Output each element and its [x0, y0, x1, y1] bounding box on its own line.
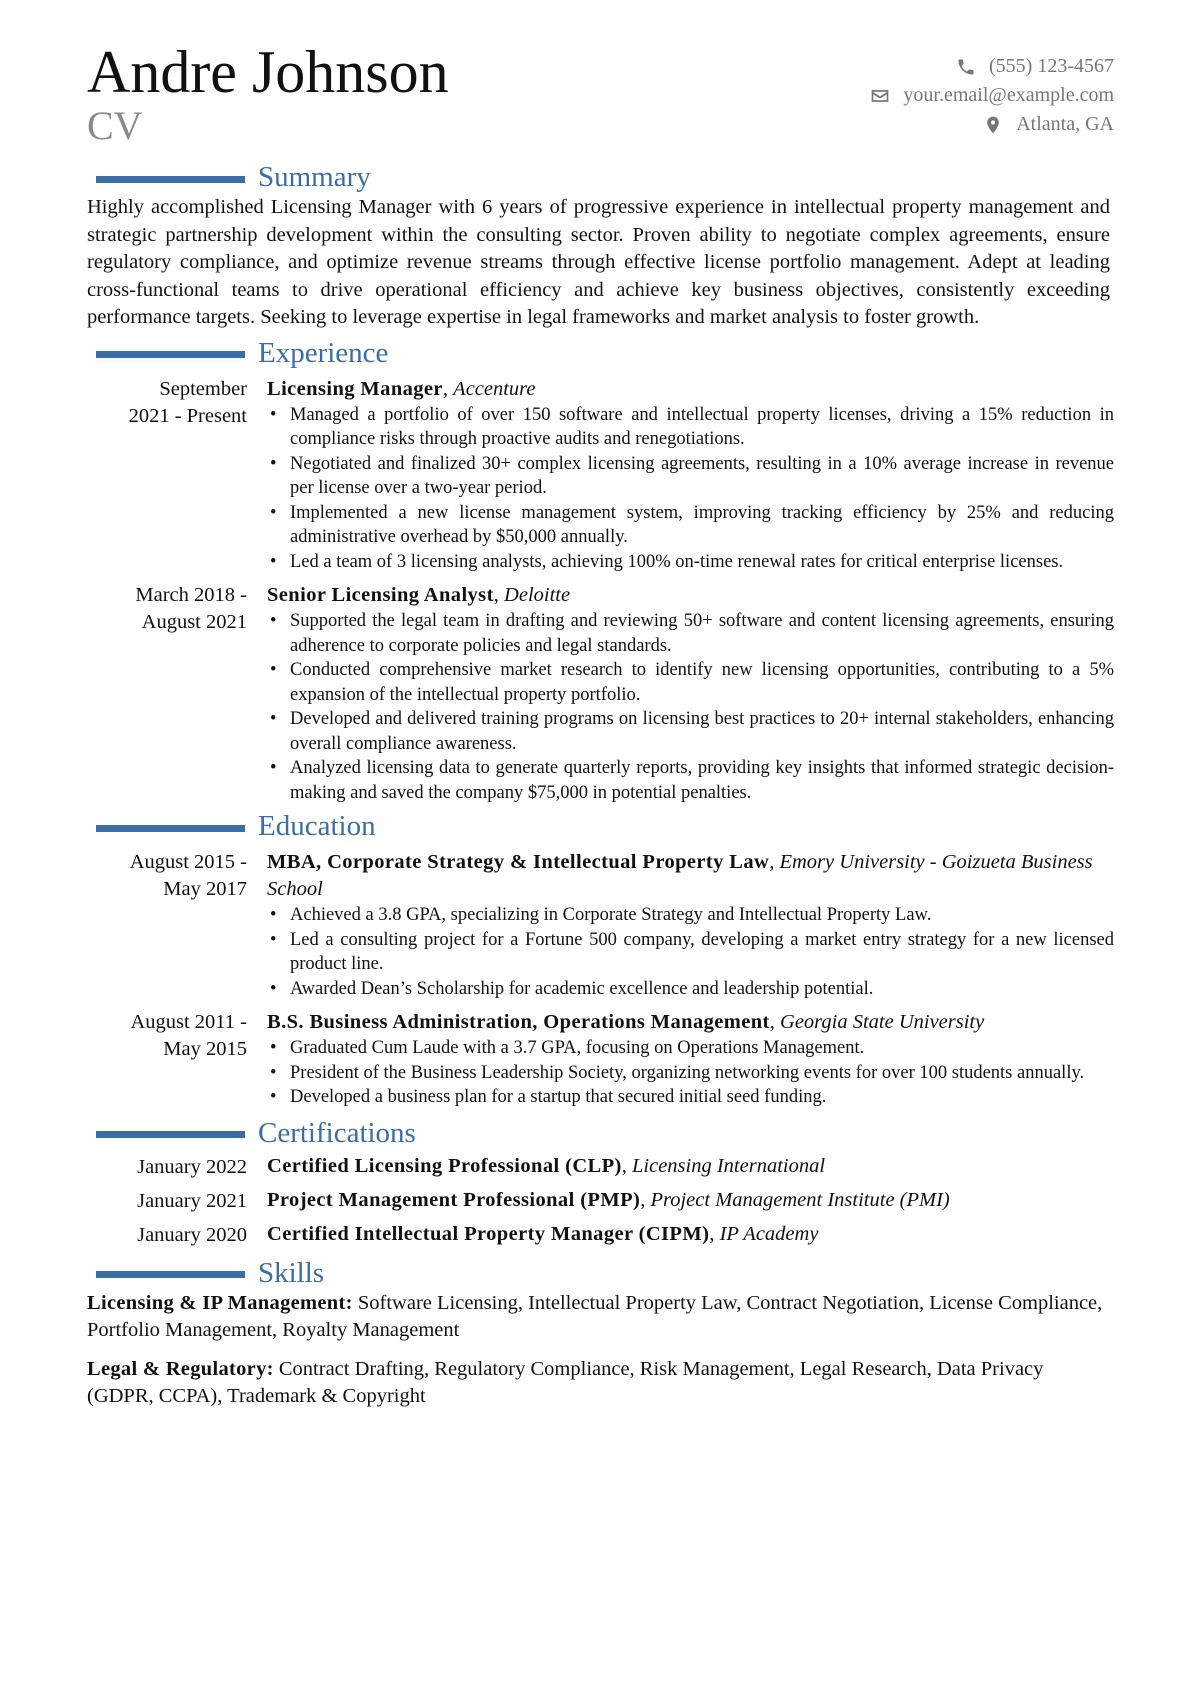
entry-date: [87, 1009, 247, 1110]
entry-date: January 2020: [137, 1223, 247, 1246]
job-title: Licensing Manager: [267, 377, 443, 400]
list-item: • President of the Business Leadership Society, organizing networking events for over 100 students annually.: [267, 1061, 1114, 1086]
certification-name: Project Management Professional (PMP): [267, 1189, 641, 1211]
list-item: • Analyzed licensing data to generate quarterly reports, providing key insights that informed strategic decision-making and saved the company $75,000 in potential penalties.: [267, 756, 1114, 805]
certification-entry: [87, 1184, 1114, 1218]
experience-section-header: [87, 336, 1114, 370]
section-title: Summary: [258, 161, 371, 193]
resume-header: [87, 40, 1114, 158]
date-line: August 2015 -: [129, 851, 247, 873]
entry-date: January 2021: [137, 1189, 247, 1212]
date-line: September: [159, 377, 247, 400]
section-accent-bar: [96, 1271, 245, 1278]
entry-date: [87, 849, 247, 1001]
list-item: • Awarded Dean’s Scholarship for academic excellence and leadership potential.: [267, 977, 1114, 1002]
section-title: Education: [258, 810, 376, 842]
entry-title: Certified Intellectual Property Manager (CIPM), IP Academy: [267, 1223, 819, 1245]
bullet-list: [267, 403, 1114, 575]
list-item: • Graduated Cum Laude with a 3.7 GPA, focusing on Operations Management.: [267, 1036, 1114, 1061]
date-line: August 2011 -: [130, 1011, 247, 1033]
entry-body: [267, 376, 1114, 575]
institution: Georgia State University: [780, 1011, 985, 1033]
envelope-icon: [869, 85, 891, 107]
issuer: Licensing International: [632, 1155, 826, 1177]
candidate-name: Andre Johnson: [87, 39, 449, 105]
entry-body: [267, 849, 1114, 1001]
list-item: • Conducted comprehensive market research to identify new licensing opportunities, contributing to a 5% expansion of the intellectual property portfolio.: [267, 658, 1114, 707]
certification-name: Certified Intellectual Property Manager (CIPM): [267, 1223, 710, 1245]
list-item: • Supported the legal team in drafting and reviewing 50+ software and content licensing agreements, ensuring adherence to corporate policies and legal standards.: [267, 609, 1114, 658]
list-item: • Negotiated and finalized 30+ complex licensing agreements, resulting in a 10% average increase in revenue per license over a two-year period.: [267, 452, 1114, 501]
list-item: • Developed and delivered training programs on licensing best practices to 20+ internal stakeholders, enhancing overall compliance awareness.: [267, 707, 1114, 756]
entry-title: Project Management Professional (PMP), Project Management Institute (PMI): [267, 1189, 950, 1211]
education-entry: [87, 849, 1114, 1001]
entry-title: MBA, Corporate Strategy & Intellectual Property Law, Emory University - Goizueta Business School: [267, 851, 1093, 900]
skill-group: [87, 1356, 1114, 1411]
bullet-list: [267, 903, 1114, 1001]
experience-entry: [87, 582, 1114, 805]
email-address[interactable]: your.email@example.com: [903, 84, 1114, 106]
date-line: May 2017: [163, 878, 247, 900]
entry-body: [267, 582, 1114, 805]
list-item: • Managed a portfolio of over 150 software and intellectual property licenses, driving a 15% reduction in compliance risks through proactive audits and renegotiations.: [267, 403, 1114, 452]
job-title: Senior Licensing Analyst: [267, 584, 494, 606]
education-entry: [87, 1009, 1114, 1110]
skill-group: [87, 1290, 1114, 1345]
contact-email: [869, 81, 1114, 110]
entry-title: Senior Licensing Analyst, Deloitte: [267, 584, 571, 606]
issuer: IP Academy: [719, 1223, 819, 1245]
location: Atlanta, GA: [1016, 113, 1114, 135]
date-line: May 2015: [163, 1038, 247, 1060]
employer: Deloitte: [504, 584, 571, 606]
education-section-header: [87, 809, 1114, 843]
experience-entry: [87, 376, 1114, 575]
section-accent-bar: [96, 176, 245, 183]
bullet-list: [267, 1036, 1114, 1110]
bullet-list: [267, 609, 1114, 805]
certification-entry: [87, 1150, 1114, 1184]
certification-entry: [87, 1218, 1114, 1252]
phone-number[interactable]: (555) 123-4567: [989, 55, 1114, 77]
list-item: • Achieved a 3.8 GPA, specializing in Corporate Strategy and Intellectual Property Law.: [267, 903, 1114, 928]
list-item: • Led a team of 3 licensing analysts, achieving 100% on-time renewal rates for critical enterprise licenses.: [267, 550, 1114, 575]
entry-date: January 2022: [137, 1155, 247, 1178]
entry-title: Certified Licensing Professional (CLP), Licensing International: [267, 1155, 826, 1177]
document-subtitle: CV: [87, 103, 143, 148]
contact-phone: [869, 52, 1114, 81]
date-line: August 2021: [141, 611, 247, 633]
section-title: Skills: [258, 1256, 325, 1289]
issuer: Project Management Institute (PMI): [650, 1189, 950, 1211]
contact-location: [869, 110, 1114, 139]
section-title: Certifications: [258, 1116, 416, 1149]
list-item: • Developed a business plan for a startup that secured initial seed funding.: [267, 1085, 1114, 1110]
list-item: • Implemented a new license management system, improving tracking efficiency by 25% and reducing administrative overhead by $50,000 annually.: [267, 501, 1114, 550]
skill-group-label: Legal & Regulatory:: [87, 1357, 274, 1380]
section-accent-bar: [96, 825, 245, 832]
section-accent-bar: [96, 1131, 245, 1138]
entry-title: Licensing Manager, Accenture: [267, 377, 536, 400]
certifications-section-header: [87, 1116, 1114, 1150]
phone-icon: [955, 56, 977, 78]
section-title: Experience: [258, 336, 389, 369]
skill-group-items: Software Licensing, Intellectual Property Law, Contract Negotiation, License Compliance, Portfolio Management, Royalty Management: [87, 1291, 1103, 1341]
date-line: 2021 - Present: [128, 404, 247, 427]
summary-text: Highly accomplished Licensing Manager with 6 years of progressive experience in intellectual property management and strategic partnership development within the consulting sector. Proven ability to negotiate complex agreements, ensure regulatory compliance, and optimize revenue streams through effective license portfolio management. Adept at leading cross-functional teams to drive operational efficiency and achieve key business objectives, consistently exceeding performance targets. Seeking to leverage expertise in legal frameworks and market analysis to foster growth.: [87, 196, 1110, 328]
section-accent-bar: [96, 351, 245, 358]
skills-section-header: [87, 1256, 1114, 1290]
entry-body: [267, 1009, 1114, 1110]
employer: Accenture: [453, 377, 536, 400]
degree: MBA, Corporate Strategy & Intellectual Property Law: [267, 851, 770, 873]
summary-section-header: [87, 160, 1114, 194]
skills-list: [87, 1290, 1114, 1411]
date-line: March 2018 -: [135, 584, 247, 606]
institution: Emory University - Goizueta Business School: [267, 851, 1093, 900]
contact-info: [869, 52, 1114, 139]
map-pin-icon: [982, 114, 1004, 136]
entry-title: B.S. Business Administration, Operations Management, Georgia State University: [267, 1011, 985, 1033]
entry-date: [87, 376, 247, 575]
resume-page: [87, 40, 1114, 1422]
degree: B.S. Business Administration, Operations Management: [267, 1011, 770, 1033]
list-item: • Led a consulting project for a Fortune 500 company, developing a market entry strategy for a new licensed product line.: [267, 928, 1114, 977]
skill-group-items: Contract Drafting, Regulatory Compliance, Risk Management, Legal Research, Data Privacy (GDPR, CCPA), Trademark & Copyright: [87, 1357, 1044, 1407]
certification-name: Certified Licensing Professional (CLP): [267, 1155, 622, 1177]
skill-group-label: Licensing & IP Management:: [87, 1291, 353, 1314]
entry-date: [87, 582, 247, 805]
